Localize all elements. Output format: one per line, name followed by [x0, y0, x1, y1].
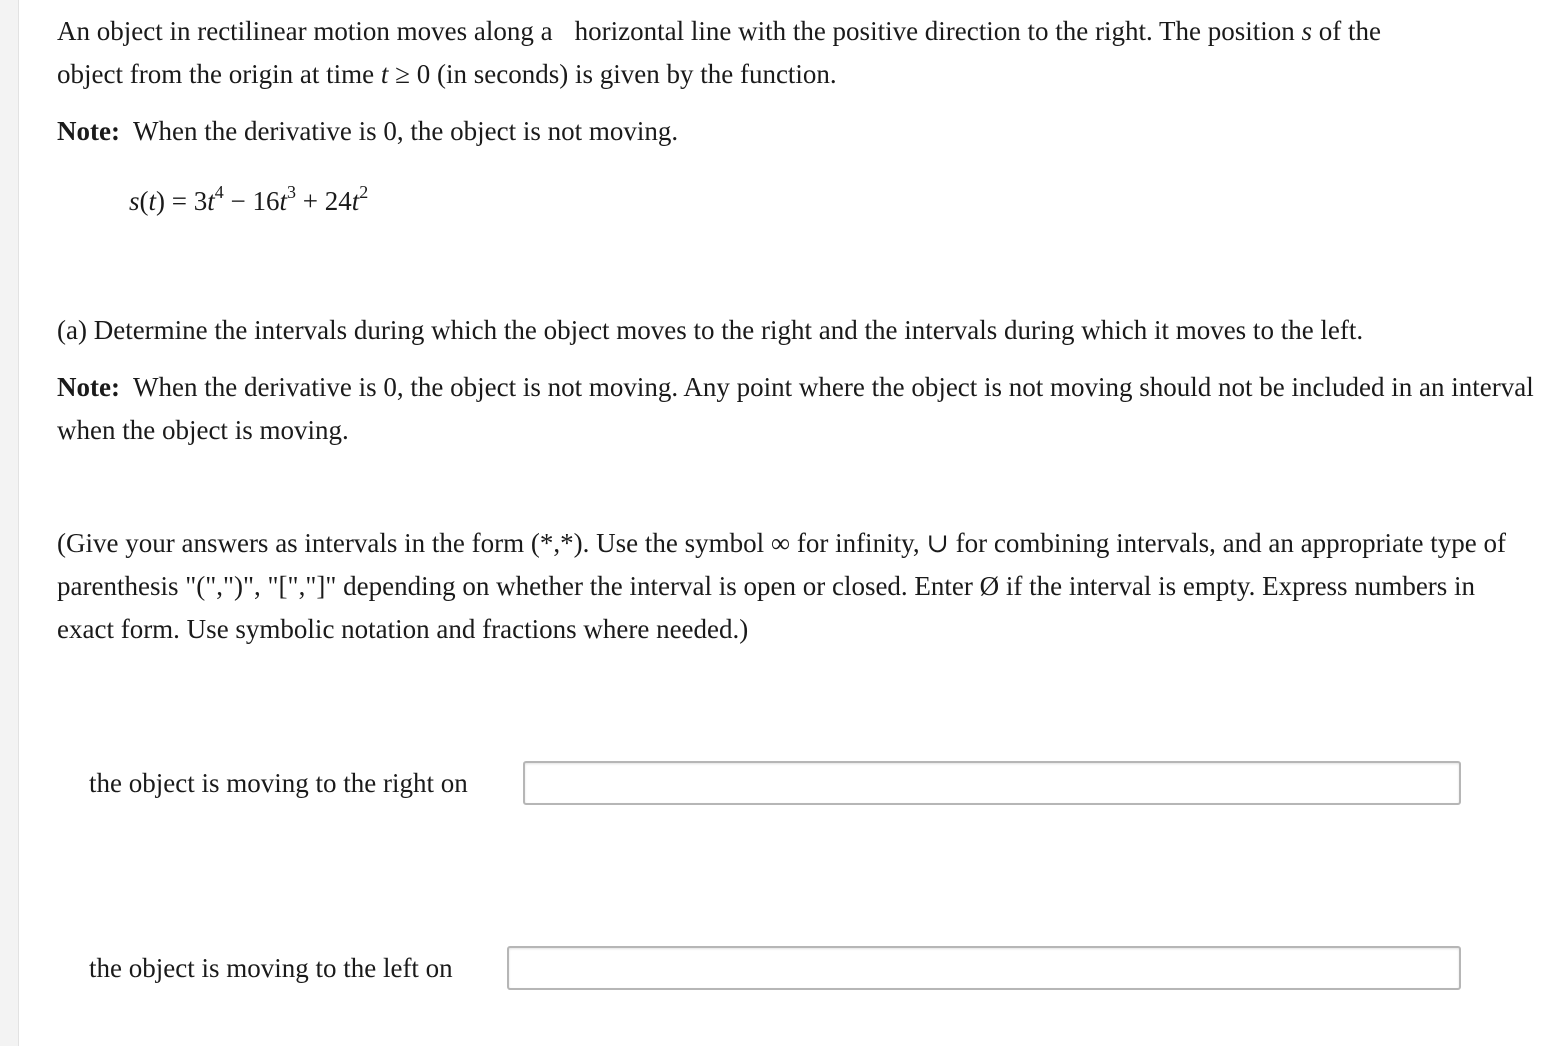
formula-exp3: 2 [359, 182, 369, 202]
intro-text-e: ≥ 0 (in seconds) is given by the function. [395, 59, 837, 89]
problem-page [18, 0, 1568, 1046]
right-interval-label: the object is moving to the right on [89, 767, 468, 798]
formula-t3: t [351, 186, 360, 216]
left-interval-input[interactable] [507, 946, 1461, 990]
formula-mid1: − 16 [223, 186, 280, 216]
formula-exp1: 4 [214, 182, 224, 202]
note-1-text: When the derivative is 0, the object is not moving. [132, 116, 679, 146]
intro-text-d: object from the origin at time [57, 59, 375, 89]
left-interval-label: the object is moving to the left on [89, 952, 453, 983]
answer-instructions: (Give your answers as intervals in the form (*,*). Use the symbol ∞ for infinity, ∪ for combining intervals, and an appropriate type of parenthesis "(",")", "[","]" depending on whether the interval is open or closed. Enter Ø if the interval is empty. Express numbers in exact form. Use symbolic notation and fractions where needed.) [57, 528, 1507, 644]
right-interval-input[interactable] [523, 761, 1461, 805]
note-1 [57, 110, 678, 153]
intro-line-1 [57, 10, 1381, 53]
intro-line-2 [57, 53, 837, 96]
formula-lhs-t: t [148, 186, 157, 216]
answer-row-right [89, 759, 468, 807]
formula-t1: t [207, 186, 215, 216]
variable-t: t [380, 59, 389, 89]
formula-s: s [129, 186, 140, 216]
formula-paren-open: ( [139, 186, 149, 216]
formula-t2: t [279, 186, 288, 216]
answer-row-left [89, 944, 453, 992]
note-2 [57, 366, 1537, 452]
formula-paren-close: ) [156, 186, 166, 216]
intro-text-c: of the [1318, 16, 1382, 46]
intro-text-a: An object in rectilinear motion moves along a [57, 16, 553, 46]
variable-s: s [1301, 16, 1313, 46]
part-a-question: (a) Determine the intervals during which the object moves to the right and the intervals during which it moves to the left. [57, 315, 1364, 345]
formula-exp2: 3 [287, 182, 297, 202]
note-1-label: Note: [57, 116, 120, 146]
formula-eq: = 3 [165, 186, 208, 216]
note-2-text: When the derivative is 0, the object is not moving. Any point where the object is not moving should not be included in an interval when the object is moving. [57, 372, 1534, 445]
note-2-label: Note: [57, 372, 120, 402]
intro-text-b: horizontal line with the positive direction to the right. The position [574, 16, 1295, 46]
formula-mid2: + 24 [296, 186, 352, 216]
position-function [129, 180, 368, 223]
